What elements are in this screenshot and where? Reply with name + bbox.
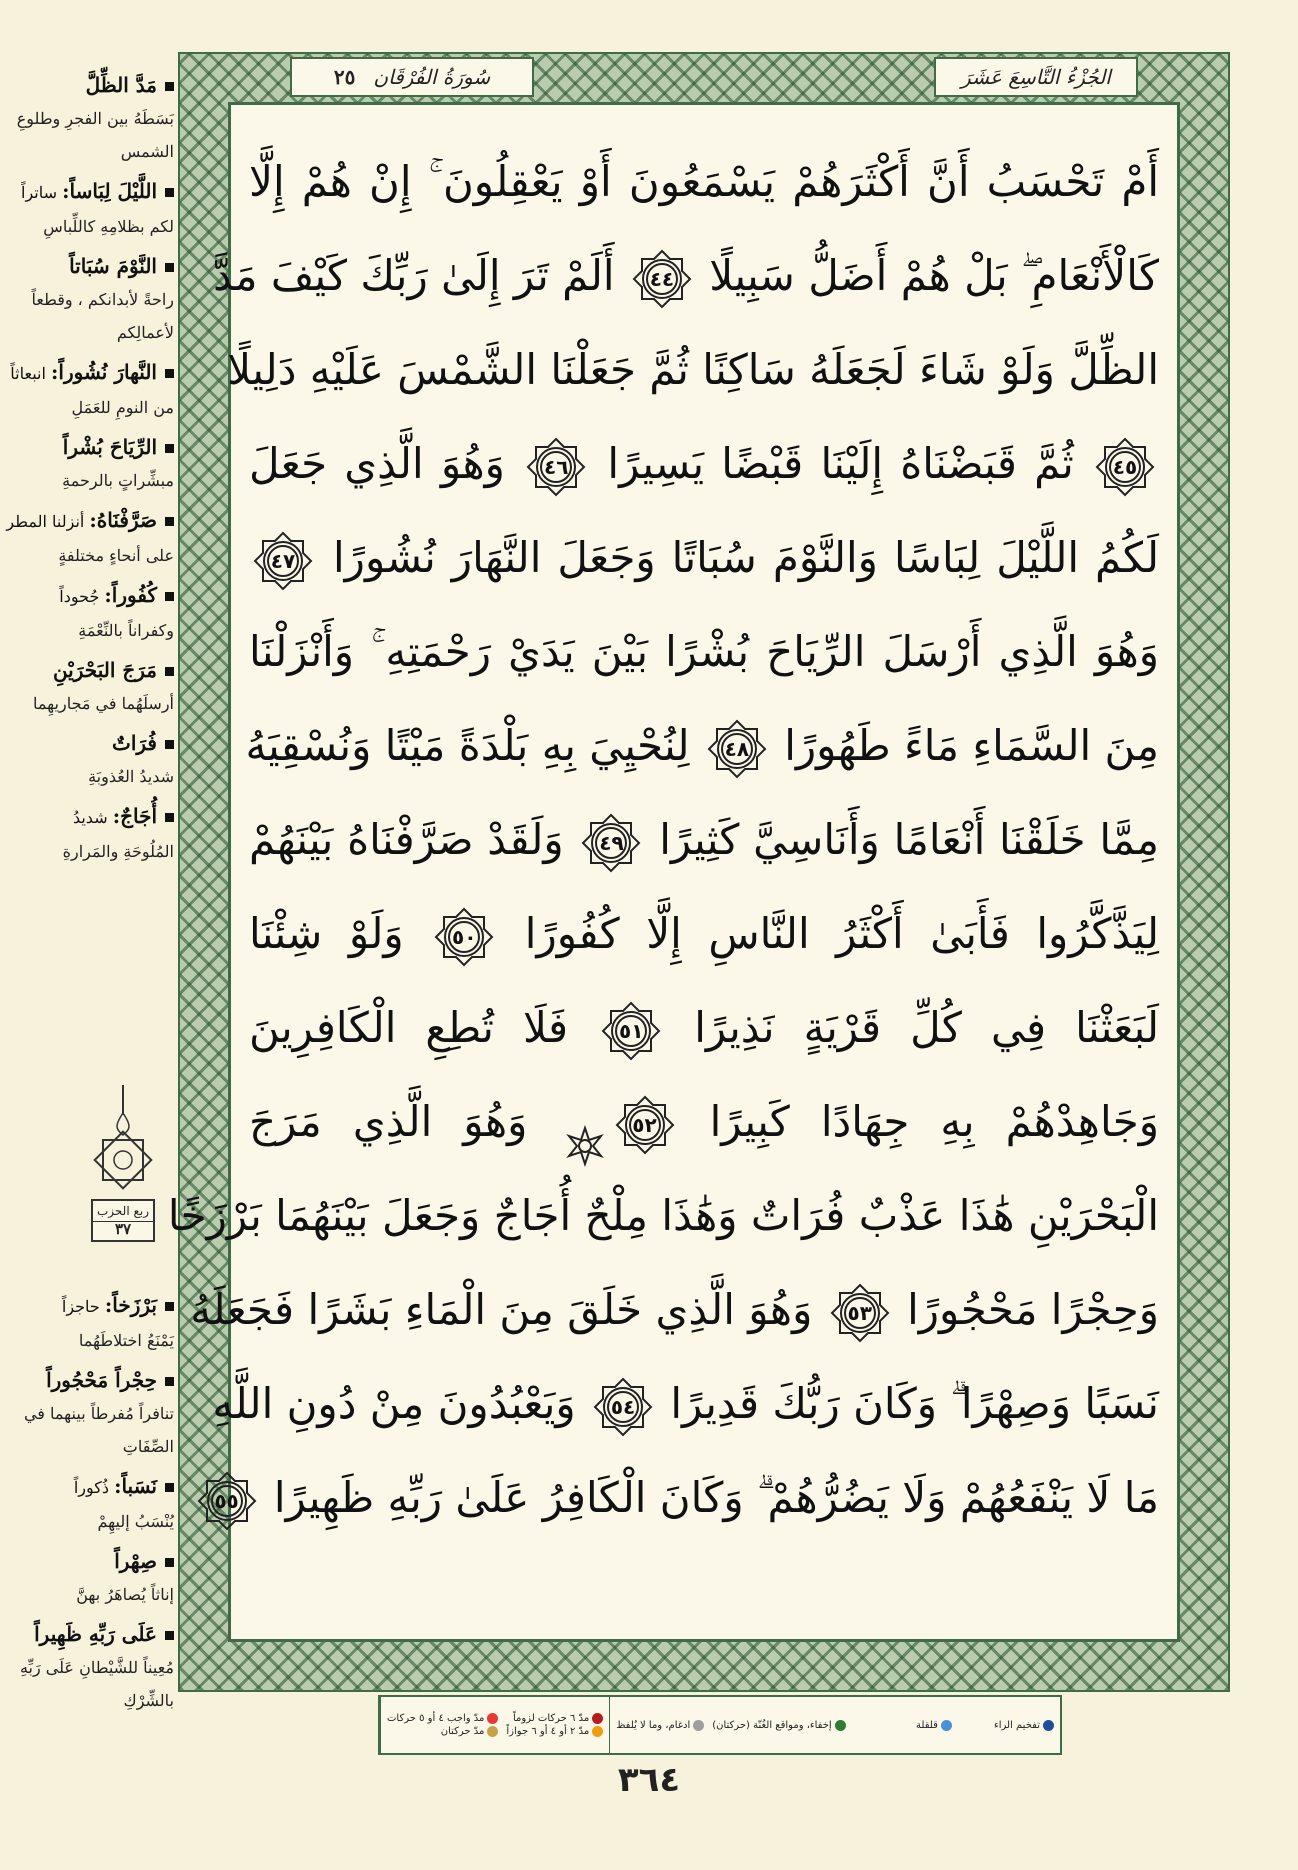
- juz-name: الجُزْءُ التَّاسِعَ عَشَرَ: [961, 65, 1111, 89]
- verse-text: مِنَ السَّمَاءِ مَاءً طَهُورًا: [770, 721, 1159, 770]
- verse-line: [249, 981, 1159, 1075]
- bullet-icon: [165, 667, 174, 676]
- legend-label: ادغام، وما لا يُلفظ: [616, 1719, 691, 1731]
- glossary-entry: [6, 1469, 174, 1538]
- bullet-icon: [165, 369, 174, 378]
- glossary-entry: [6, 799, 174, 868]
- glossary-word-text: نَسَباً:: [114, 1474, 157, 1498]
- bullet-icon: [165, 1377, 174, 1386]
- text-area: [167, 102, 1180, 1642]
- color-dot-icon: [487, 1726, 498, 1737]
- ayah-number-marker: [593, 1377, 653, 1437]
- glossary-entry: [6, 503, 174, 572]
- bullet-icon: [165, 1558, 174, 1567]
- legend-item: [616, 1720, 704, 1731]
- bullet-icon: [165, 263, 174, 272]
- ayah-number: ٥٥: [214, 1488, 239, 1513]
- glossary-word-text: عَلَى رَبِّهِ ظَهِيراً: [34, 1622, 157, 1646]
- juz-header: [934, 57, 1138, 97]
- glossary-word: [6, 653, 174, 687]
- verse-text: وَجَاهِدْهُمْ بِهِ جِهَادًا كَبِيرًا: [678, 1097, 1159, 1146]
- glossary-definition: على أنحاءٍ مختلفةٍ: [58, 546, 174, 565]
- ayah-number: ٥٢: [632, 1112, 657, 1137]
- ayah-number-marker: [197, 1471, 257, 1531]
- glossary-word-text: صِهْراً: [114, 1549, 157, 1573]
- ayah-number: ٤٧: [270, 548, 296, 573]
- glossary-inline-def: أنزلنا المطر: [6, 512, 90, 531]
- legend-label: مدّ ٦ حركات لزوماً: [512, 1713, 590, 1724]
- ayah-number-marker: [615, 1095, 675, 1155]
- verse-line: [227, 323, 1159, 417]
- legend-label: مدّ حركتان: [440, 1726, 485, 1737]
- ayah-number: ٥٠: [452, 924, 477, 949]
- glossary-word: [6, 578, 174, 614]
- verse-text: لَكُمُ اللَّيْلَ لِبَاسًا وَالنَّوْمَ سُبَاتًا وَجَعَلَ النَّهَارَ نُشُورًا: [317, 533, 1159, 582]
- ayah-number: ٤٦: [543, 454, 569, 479]
- ayah-number-marker: [434, 907, 494, 967]
- glossary-inline-def: ذُكوراً: [73, 1478, 115, 1497]
- glossary-word: [6, 1617, 174, 1651]
- verse-text: وَهُوَ الَّذِي جَعَلَ: [249, 439, 523, 488]
- verse-text: وَحِجْرًا مَحْجُورًا: [893, 1285, 1159, 1334]
- glossary-entry: [6, 1363, 174, 1463]
- glossary-word: [6, 249, 174, 283]
- hizb-star-icon: [565, 1105, 605, 1145]
- verse-line: [212, 229, 1159, 323]
- verse-text: أَمْ تَحْسَبُ أَنَّ أَكْثَرَهُمْ يَسْمَعُونَ أَوْ يَعْقِلُونَ ۚ إِنْ هُمْ إِلَّا: [249, 157, 1159, 206]
- bullet-icon: [165, 592, 174, 601]
- surah-header: [290, 57, 534, 97]
- glossary-word: [6, 1469, 174, 1505]
- verse-text: كَالْأَنْعَامِ ۖ بَلْ هُمْ أَضَلُّ سَبِيلًا: [695, 251, 1159, 300]
- glossary-definition: يَمْنَعُ اختلاطَهُما: [78, 1331, 174, 1350]
- verse-line: [249, 605, 1159, 699]
- bullet-icon: [165, 82, 174, 91]
- tajweed-legend: [378, 1695, 1062, 1755]
- glossary-entry: [6, 68, 174, 168]
- bullet-icon: [165, 813, 174, 822]
- verse-line: [249, 793, 1159, 887]
- glossary-word-text: كُفُوراً:: [104, 583, 157, 607]
- legend-item: [387, 1726, 498, 1737]
- glossary-word: [6, 799, 174, 835]
- legend-column: [609, 1697, 852, 1753]
- ayah-number-marker: [601, 1001, 661, 1061]
- page-number: ٣٦٤: [617, 1760, 681, 1800]
- legend-label: قلقلة: [916, 1719, 938, 1731]
- surah-number: ٢٥: [333, 65, 356, 89]
- verse-line: [214, 1451, 1159, 1545]
- glossary-word: [6, 355, 174, 391]
- bullet-icon: [165, 188, 174, 197]
- verse-text: أَلَمْ تَرَ إِلَىٰ رَبِّكَ كَيْفَ مَدَّ: [212, 251, 628, 300]
- legend-item: [506, 1713, 603, 1724]
- glossary-word-text: حِجْراً مَحْجُوراً: [46, 1368, 157, 1392]
- color-dot-icon: [1043, 1720, 1054, 1731]
- verse-text: لِيَذَّكَّرُوا فَأَبَىٰ أَكْثَرُ النَّاسِ إِلَّا كُفُورًا: [498, 909, 1159, 958]
- color-dot-icon: [941, 1720, 952, 1731]
- legend-label: مدّ واجب ٤ أو ٥ حركات: [387, 1713, 485, 1724]
- glossary-word: [6, 503, 174, 539]
- glossary-word-text: النَّوْمَ سُبَاتاً: [69, 254, 157, 278]
- glossary-word: [6, 174, 174, 210]
- verse-text: لِنُحْيِيَ بِهِ بَلْدَةً مَيْتًا وَنُسْقِيَهُ: [245, 721, 703, 770]
- ayah-number: ٥١: [618, 1018, 644, 1043]
- verse-text: الظِّلَّ وَلَوْ شَاءَ لَجَعَلَهُ سَاكِنًا ثُمَّ جَعَلْنَا الشَّمْسَ عَلَيْهِ دَلِيلًا: [227, 345, 1159, 394]
- glossary-word-text: صَرَّفْنَاهُ:: [89, 508, 157, 532]
- color-dot-icon: [835, 1720, 846, 1731]
- verse-text: الْبَحْرَيْنِ هَٰذَا عَذْبٌ فُرَاتٌ وَهَٰذَا مِلْحٌ أُجَاجٌ وَجَعَلَ بَيْنَهُمَا بَرْزَخًا: [167, 1191, 1159, 1240]
- ayah-number: ٤٤: [649, 266, 675, 291]
- legend-column: [380, 1697, 609, 1753]
- glossary-word: [6, 68, 174, 102]
- ayah-number-marker: [581, 813, 641, 873]
- bullet-icon: [165, 1302, 174, 1311]
- glossary-word-text: النَّهارَ نُشُوراً:: [51, 360, 157, 384]
- glossary-definition: إناثاً يُصاهَرُ بهنَّ: [76, 1585, 174, 1604]
- ayah-number: ٤٨: [724, 736, 750, 761]
- side-glossary-lower: [6, 1288, 174, 1788]
- bullet-icon: [165, 517, 174, 526]
- legend-item: [960, 1720, 1054, 1731]
- verse-line: [167, 1169, 1159, 1263]
- verse-line: [249, 511, 1159, 605]
- legend-label: مدّ ٢ أو ٤ أو ٦ جوازاً: [506, 1726, 590, 1737]
- ayah-number-marker: [632, 249, 692, 309]
- glossary-entry: [6, 249, 174, 349]
- glossary-definition: تنافراً مُفرطاً بينهما في الصِّفَاتِ: [23, 1404, 174, 1456]
- verse-text: لَبَعَثْنَا فِي كُلِّ قَرْيَةٍ نَذِيرًا: [665, 1003, 1159, 1052]
- glossary-inline-def: انبعاثاً: [10, 364, 52, 383]
- glossary-word-text: مَدَّ الظِّلَّ: [85, 73, 157, 97]
- ayah-number-marker: [707, 719, 767, 779]
- rub-ornament-icon: [93, 1085, 153, 1195]
- verse-line: [249, 887, 1159, 981]
- glossary-definition: شديدُ العُذوبَةِ: [88, 767, 174, 786]
- verse-text: وَهُوَ الَّذِي مَرَجَ: [249, 1097, 559, 1146]
- verse-text: فَلَا تُطِعِ الْكَافِرِينَ: [249, 1003, 598, 1052]
- verse-line: [249, 135, 1159, 229]
- glossary-definition: مبشِّراتٍ بالرحمةِ: [62, 471, 174, 490]
- verse-text: مِمَّا خَلَقْنَا أَنْعَامًا وَأَنَاسِيَّ كَثِيرًا: [645, 815, 1159, 864]
- ayah-number-marker: [830, 1283, 890, 1343]
- verse-line: [245, 699, 1159, 793]
- glossary-entry: [6, 1617, 174, 1717]
- glossary-entry: [6, 430, 174, 497]
- glossary-definition: راحةً لأبدانكم ، وقطعاً لأعمالِكم: [31, 290, 174, 342]
- ayah-number-marker: [1095, 437, 1155, 497]
- bullet-icon: [165, 1483, 174, 1492]
- glossary-word-text: أُجَاجٌ:: [112, 804, 157, 828]
- glossary-inline-def: ساتراً: [21, 183, 63, 202]
- glossary-entry: [6, 1288, 174, 1357]
- color-dot-icon: [693, 1720, 704, 1731]
- color-dot-icon: [592, 1713, 603, 1724]
- ayah-number-marker: [526, 437, 586, 497]
- glossary-word: [6, 1544, 174, 1578]
- glossary-entry: [6, 174, 174, 243]
- rub-al-hizb-marker: [88, 1085, 158, 1275]
- glossary-entry: [6, 355, 174, 424]
- verses-block: [167, 135, 1159, 1545]
- verse-text: وَهُوَ الَّذِي أَرْسَلَ الرِّيَاحَ بُشْرًا بَيْنَ يَدَيْ رَحْمَتِهِ ۚ وَأَنْزَلْنَا: [249, 627, 1159, 676]
- glossary-inline-def: جُحوداً: [59, 587, 105, 606]
- glossary-definition: لكم بظلامِهِ كاللِّباسِ: [43, 217, 174, 236]
- surah-name: سُورَةُ الفُرْقَان: [373, 65, 491, 89]
- glossary-word: [6, 1363, 174, 1397]
- glossary-definition: بَسَطَهُ بين الفجرِ وطلوعِ الشمس: [16, 109, 174, 161]
- legend-item: [712, 1720, 845, 1731]
- verse-text: نَسَبًا وَصِهْرًا ۗ وَكَانَ رَبُّكَ قَدِيرًا: [657, 1379, 1159, 1428]
- glossary-entry: [6, 578, 174, 647]
- verse-text: وَهُوَ الَّذِي خَلَقَ مِنَ الْمَاءِ بَشَرًا فَجَعَلَهُ: [190, 1285, 826, 1334]
- ayah-number: ٤٩: [599, 830, 624, 855]
- glossary-definition: من النومِ للعَمَلِ: [71, 398, 174, 417]
- legend-item: [858, 1720, 952, 1731]
- glossary-definition: أرسلَهُما في مَجاريهِما: [33, 694, 174, 713]
- glossary-entry: [6, 653, 174, 720]
- ayah-number-marker: [253, 531, 313, 591]
- glossary-entry: [6, 726, 174, 793]
- ayah-number: ٤٥: [1112, 454, 1138, 479]
- glossary-word-text: مَرَجَ البَحْرَيْنِ: [52, 658, 157, 682]
- glossary-word-text: فُرَاتٌ: [112, 731, 157, 755]
- glossary-definition: مُعِيناً للشَّيْطانِ عَلَى رَبِّهِ بالشِّرْكِ: [19, 1658, 174, 1710]
- verse-text: وَلَوْ شِئْنَا: [249, 909, 431, 958]
- verse-text: مَا لَا يَنْفَعُهُمْ وَلَا يَضُرُّهُمْ ۗ وَكَانَ الْكَافِرُ عَلَىٰ رَبِّهِ ظَهِيرًا: [260, 1473, 1159, 1522]
- bullet-icon: [165, 1631, 174, 1640]
- legend-column: [852, 1697, 1060, 1753]
- rub-label: ربع الحزب: [97, 1204, 149, 1218]
- verse-line: [249, 417, 1159, 511]
- glossary-inline-def: شديدُ: [72, 808, 113, 827]
- verse-line: [249, 1075, 1159, 1169]
- verse-text: وَلَقَدْ صَرَّفْنَاهُ بَيْنَهُمْ: [249, 815, 578, 864]
- legend-label: تفخيم الراء: [994, 1719, 1040, 1731]
- rub-number: ٣٧: [93, 1221, 153, 1237]
- rub-label-box: [91, 1199, 155, 1242]
- legend-item: [506, 1726, 603, 1737]
- verse-line: [190, 1263, 1159, 1357]
- page-frame: [167, 52, 1230, 1692]
- color-dot-icon: [487, 1713, 498, 1724]
- glossary-definition: المُلُوحَةِ والمَرارةِ: [62, 842, 174, 861]
- glossary-word-text: الرِّيَاحَ بُشْراً: [62, 435, 157, 459]
- glossary-entry: [6, 1544, 174, 1611]
- glossary-definition: وكفراناً بالنِّعْمَةِ: [78, 621, 174, 640]
- glossary-word-text: اللَّيْلَ لِبَاساً:: [62, 179, 157, 203]
- ayah-number: ٥٤: [610, 1394, 636, 1419]
- glossary-word: [6, 430, 174, 464]
- glossary-word-text: بَرْزَخاً:: [104, 1293, 157, 1317]
- glossary-definition: يُنْسَبُ إليهِمْ: [97, 1512, 174, 1531]
- glossary-word: [6, 1288, 174, 1324]
- verse-text: ثُمَّ قَبَضْنَاهُ إِلَيْنَا قَبْضًا يَسِيرًا: [590, 439, 1091, 488]
- legend-label: إخفاء، ومواقع الغُنّة (حركتان): [712, 1719, 832, 1731]
- verse-text: وَيَعْبُدُونَ مِنْ دُونِ اللَّهِ: [212, 1379, 590, 1428]
- bullet-icon: [165, 740, 174, 749]
- bullet-icon: [165, 444, 174, 453]
- glossary-word: [6, 726, 174, 760]
- glossary-inline-def: حاجزاً: [61, 1297, 105, 1316]
- ayah-number: ٥٣: [847, 1300, 872, 1325]
- legend-item: [387, 1713, 498, 1724]
- color-dot-icon: [592, 1726, 603, 1737]
- verse-line: [212, 1357, 1159, 1451]
